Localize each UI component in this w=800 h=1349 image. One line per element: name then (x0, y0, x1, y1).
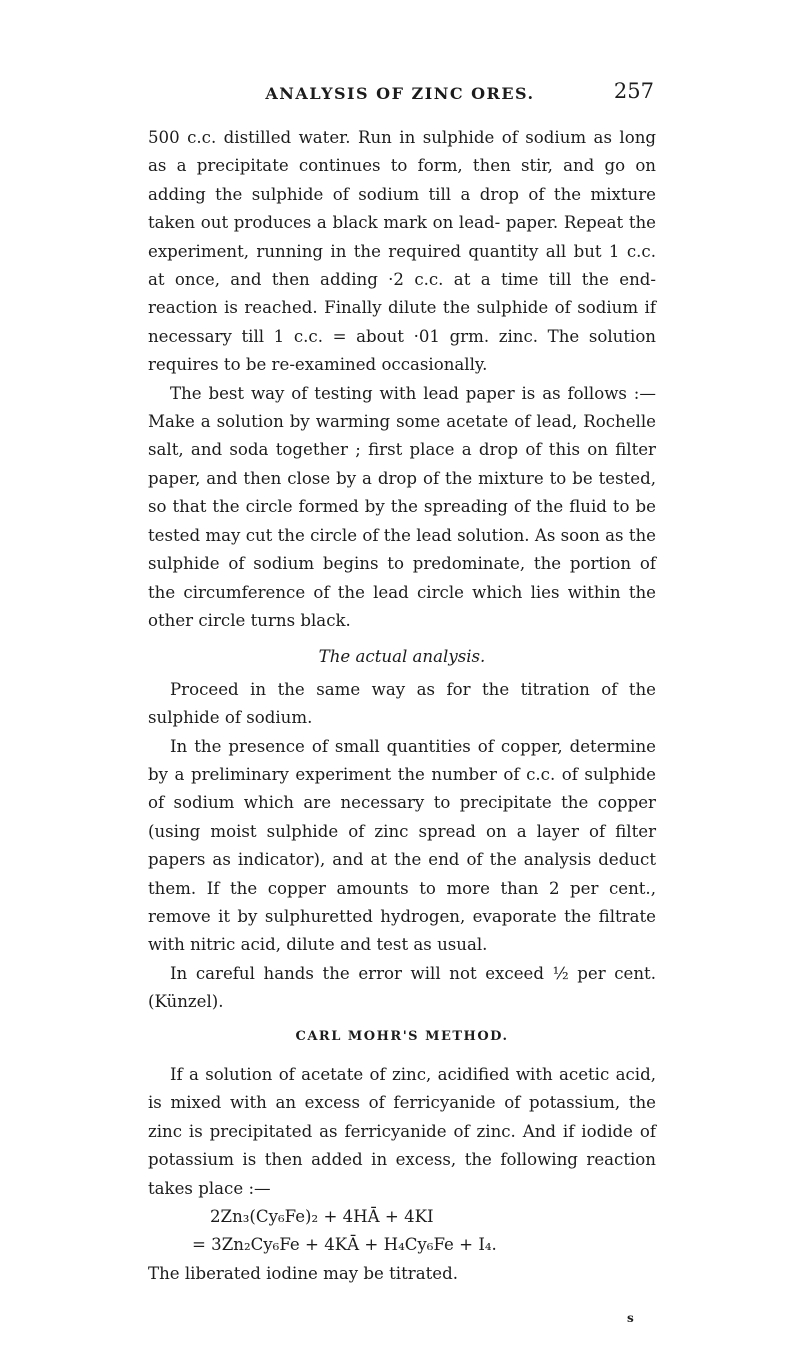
paragraph-copper: In the presence of small quantities of copper, determine by a preliminary experiment the number of c.c. of sulphide of sodium which are necessary to precipitate the copper (using moist sulphide of zinc spread on a layer of filter papers as indicator), and at the end of the analysis deduct them. If the copper amounts to more than 2 per cent., remove it by sulphuretted hydrogen, evaporate the filtrate with nitric acid, dilute and test as usual. (148, 736, 656, 955)
page-number: 257 (613, 79, 654, 103)
paragraph-liberated-iodine: The liberated iodine may be titrated. (148, 1263, 458, 1283)
page-header (0, 79, 800, 108)
equation-line-2: = 3Zn₂Cy₆Fe + 4KĀ + H₄Cy₆Fe + I₄. (192, 1235, 497, 1255)
running-title: ANALYSIS OF ZINC ORES. (265, 84, 535, 103)
paragraph-titration-procedure: 500 c.c. distilled water. Run in sulphide of sodium as long as a precipitate continues to form, then stir, and go on adding the sulphide of sodium till a drop of the mixture taken out produces a black mark on lead- paper. Repeat the experiment, running in the required quantity all but 1 c.c. at once, and then adding ·2 c.c. at a time till the end-reaction is reached. Finally dilute the sulphide of sodium if necessary till 1 c.c. = about ·01 grm. zinc. The solution requires to be re-examined occasionally. (148, 128, 656, 375)
paragraph-error: In careful hands the error will not exceed ½ per cent. (Künzel). (148, 963, 656, 1012)
paragraph-lead-paper-test: The best way of testing with lead paper is as follows :— Make a solution by warming some acetate of lead, Rochelle salt, and soda together ; first place a drop of this on filter paper, and then close by a drop of the mixture to be tested, so that the circle formed by the spreading of the fluid to be tested may cut the circle of the lead solution. As soon as the sulphide of sodium begins to predominate, the portion of the circumference of the lead circle which lies within the other circle turns black. (148, 383, 656, 630)
body-text (148, 124, 656, 1288)
subheading-actual-analysis: The actual analysis. (318, 647, 486, 667)
paragraph-proceed: Proceed in the same way as for the titration of the sulphide of sodium. (148, 679, 656, 728)
section-heading-mohr-method: CARL MOHR'S METHOD. (295, 1028, 509, 1044)
paragraph-mohr-method: If a solution of acetate of zinc, acidified with acetic acid, is mixed with an excess of ferricyanide of potassium, the zinc is precipitated as ferricyanide of zinc. And if iodide of potassium is then added in excess, the following reaction takes place :— (148, 1065, 656, 1198)
printer-signature-mark: s (627, 1311, 634, 1325)
equation-line-1: 2Zn₃(Cy₆Fe)₂ + 4HĀ + 4KI (210, 1207, 434, 1227)
